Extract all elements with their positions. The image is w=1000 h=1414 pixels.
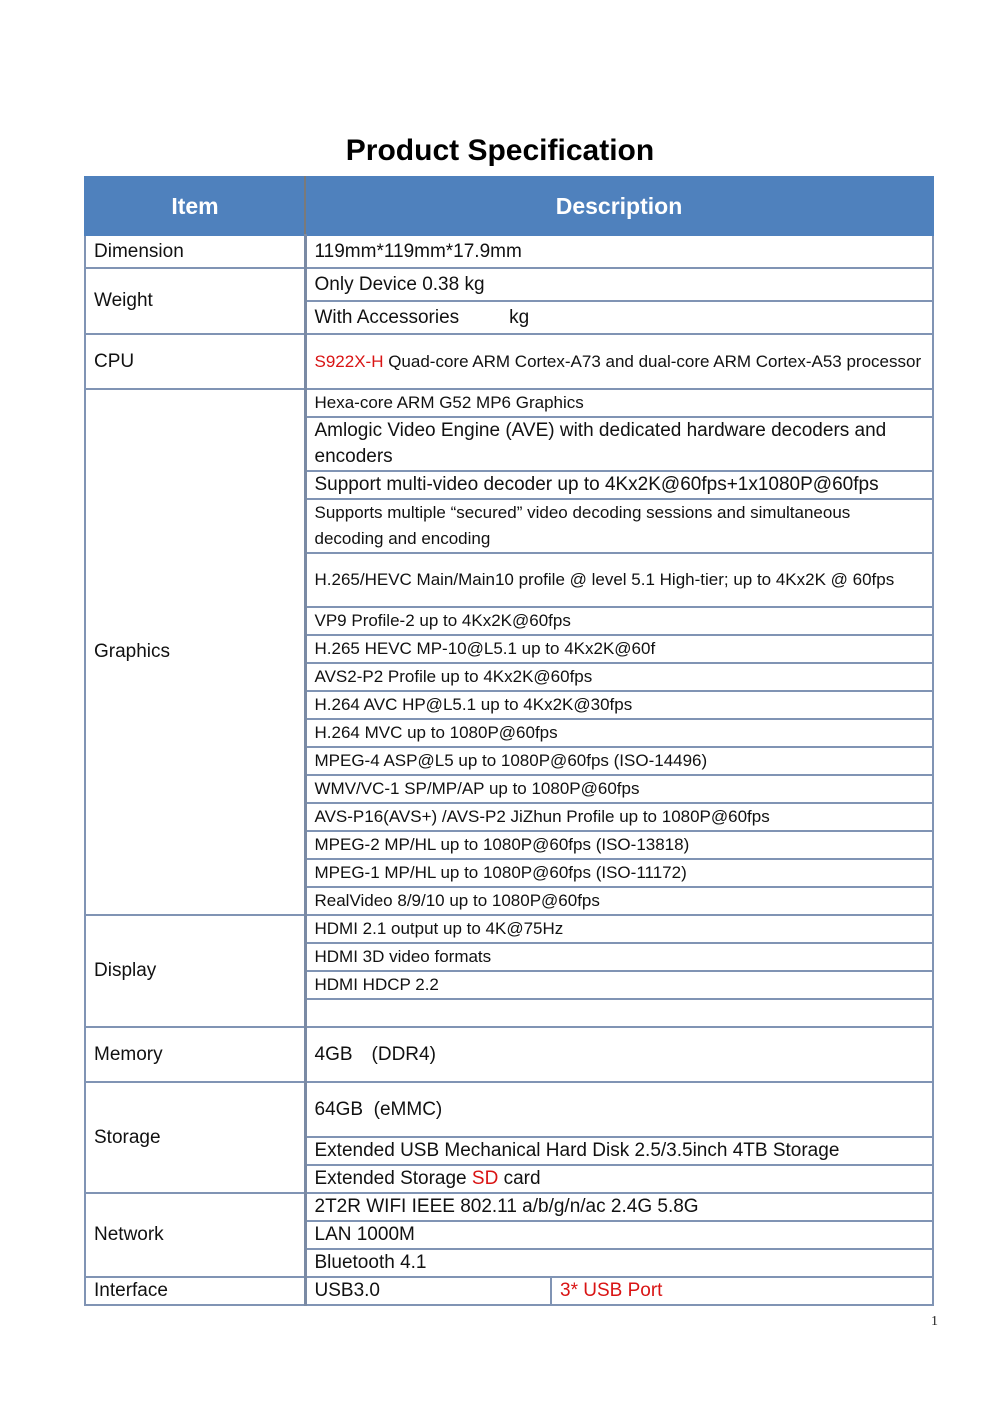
row-label-graphics: Graphics bbox=[85, 389, 305, 915]
memory-value: 4GB (DDR4) bbox=[305, 1027, 933, 1082]
weight-accessories bbox=[305, 301, 933, 334]
graphics-item: AVS-P16(AVS+) /AVS-P2 JiZhun Profile up to 1080P@60fps bbox=[305, 803, 933, 831]
graphics-item: MPEG-4 ASP@L5 up to 1080P@60fps (ISO-14496) bbox=[305, 747, 933, 775]
weight-accessories-label: With Accessories bbox=[314, 306, 460, 328]
cpu-model: S922X-H bbox=[314, 351, 384, 371]
row-label-network: Network bbox=[85, 1193, 305, 1277]
table-row bbox=[85, 1082, 933, 1137]
row-label-dimension: Dimension bbox=[85, 235, 305, 268]
graphics-item: Amlogic Video Engine (AVE) with dedicated hardware decoders and encoders bbox=[305, 417, 933, 471]
display-item: HDMI 2.1 output up to 4K@75Hz bbox=[305, 915, 933, 943]
table-row bbox=[85, 1027, 933, 1082]
graphics-item: Hexa-core ARM G52 MP6 Graphics bbox=[305, 389, 933, 417]
cpu-desc: Quad-core ARM Cortex-A73 and dual-core ARM Cortex-A53 processor bbox=[383, 351, 922, 371]
graphics-item: AVS2-P2 Profile up to 4Kx2K@60fps bbox=[305, 663, 933, 691]
graphics-item: VP9 Profile-2 up to 4Kx2K@60fps bbox=[305, 607, 933, 635]
graphics-item: WMV/VC-1 SP/MP/AP up to 1080P@60fps bbox=[305, 775, 933, 803]
network-item: LAN 1000M bbox=[305, 1221, 933, 1249]
table-row bbox=[85, 1277, 933, 1305]
table-row bbox=[85, 334, 933, 389]
graphics-item: Support multi-video decoder up to 4Kx2K@60fps+1x1080P@60fps bbox=[305, 471, 933, 499]
row-label-weight: Weight bbox=[85, 268, 305, 334]
row-label-display: Display bbox=[85, 915, 305, 1027]
storage-sd bbox=[305, 1165, 933, 1193]
page-number: 1 bbox=[931, 1314, 938, 1329]
storage-emmc: 64GB (eMMC) bbox=[305, 1082, 933, 1137]
row-label-cpu: CPU bbox=[85, 334, 305, 389]
graphics-item: H.265/HEVC Main/Main10 profile @ level 5.1 High-tier; up to 4Kx2K @ 60fps bbox=[305, 553, 933, 607]
graphics-item: RealVideo 8/9/10 up to 1080P@60fps bbox=[305, 887, 933, 915]
network-item: Bluetooth 4.1 bbox=[305, 1249, 933, 1277]
storage-sd-prefix: Extended Storage bbox=[314, 1168, 472, 1189]
header-item: Item bbox=[85, 177, 305, 235]
graphics-item: MPEG-2 MP/HL up to 1080P@60fps (ISO-13818) bbox=[305, 831, 933, 859]
graphics-item: MPEG-1 MP/HL up to 1080P@60fps (ISO-11172) bbox=[305, 859, 933, 887]
row-label-interface: Interface bbox=[85, 1277, 305, 1305]
storage-sd-suffix: card bbox=[498, 1168, 541, 1189]
weight-accessories-unit: kg bbox=[509, 306, 530, 328]
storage-sd-highlight: SD bbox=[471, 1168, 499, 1189]
row-label-memory: Memory bbox=[85, 1027, 305, 1082]
table-row bbox=[85, 915, 933, 943]
spec-table bbox=[84, 176, 934, 1306]
network-item: 2T2R WIFI IEEE 802.11 a/b/g/n/ac 2.4G 5.8G bbox=[305, 1193, 933, 1221]
display-item: HDMI HDCP 2.2 bbox=[305, 971, 933, 999]
graphics-item: H.265 HEVC MP-10@L5.1 up to 4Kx2K@60f bbox=[305, 635, 933, 663]
graphics-item: H.264 MVC up to 1080P@60fps bbox=[305, 719, 933, 747]
dimension-value: 119mm*119mm*17.9mm bbox=[305, 235, 933, 268]
table-row bbox=[85, 235, 933, 268]
interface-usb: USB3.0 bbox=[305, 1277, 551, 1305]
row-label-storage: Storage bbox=[85, 1082, 305, 1193]
table-header-row bbox=[85, 177, 933, 235]
storage-usb-disk: Extended USB Mechanical Hard Disk 2.5/3.5inch 4TB Storage bbox=[305, 1137, 933, 1165]
header-description: Description bbox=[305, 177, 933, 235]
table-row bbox=[85, 268, 933, 301]
graphics-item: Supports multiple “secured” video decoding sessions and simultaneous decoding and encoding bbox=[305, 499, 933, 553]
display-item: HDMI 3D video formats bbox=[305, 943, 933, 971]
weight-device: Only Device 0.38 kg bbox=[305, 268, 933, 301]
table-row bbox=[85, 1193, 933, 1221]
page-title: Product Specification bbox=[345, 134, 655, 167]
table-row bbox=[85, 389, 933, 417]
graphics-item: H.264 AVC HP@L5.1 up to 4Kx2K@30fps bbox=[305, 691, 933, 719]
cpu-value bbox=[305, 334, 933, 389]
display-item bbox=[305, 999, 933, 1027]
interface-ports: 3* USB Port bbox=[551, 1277, 933, 1305]
